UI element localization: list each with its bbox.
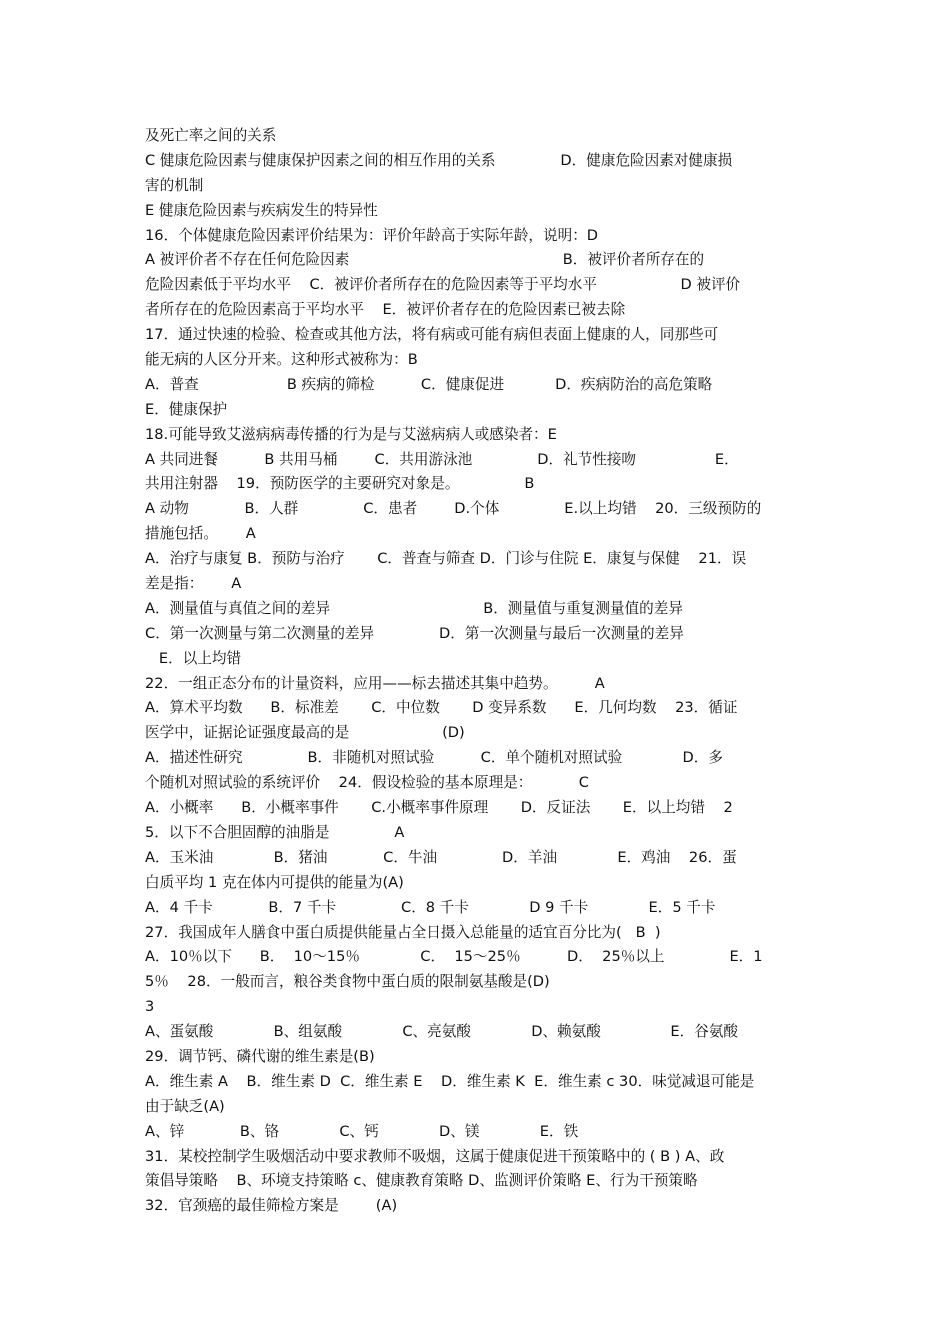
text-line: E 健康危险因素与疾病发生的特异性 bbox=[145, 201, 378, 219]
text-line: 27．我国成年人膳食中蛋白质提供能量占全日摄入总能量的适宜百分比为( B ) bbox=[145, 923, 661, 941]
text-line: A．维生素 A B．维生素 D C．维生素 E D．维生素 K E．维生素 c 30．味觉减退可能是 bbox=[145, 1072, 755, 1090]
text-line: 白质平均 1 克在体内可提供的能量为(A) bbox=[145, 873, 404, 891]
text-line: A 动物 B．人群 C．患者 D.个体 E.以上均错 20．三级预防的 bbox=[145, 500, 762, 518]
text-line: E．以上均错 bbox=[145, 649, 242, 667]
text-line: A．普查 B 疾病的筛检 C．健康促进 D．疾病防治的高危策略 bbox=[145, 375, 713, 393]
text-line: 能无病的人区分开来。这种形式被称为：B bbox=[145, 351, 418, 369]
text-line: A．治疗与康复 B．预防与治疗 C．普查与筛查 D．门诊与住院 E．康复与保健 21．误 bbox=[145, 550, 747, 568]
text-line: C 健康危险因素与健康保护因素之间的相互作用的关系 D．健康危险因素对健康损 bbox=[145, 151, 733, 169]
text-line: A 共同进餐 B 共用马桶 C．共用游泳池 D．礼节性接吻 E． bbox=[145, 450, 739, 468]
text-line: 害的机制 bbox=[145, 176, 204, 194]
text-line: 18.可能导致艾滋病病毒传播的行为是与艾滋病病人或感染者：E bbox=[145, 425, 557, 443]
text-line: C．第一次测量与第二次测量的差异 D．第一次测量与最后一次测量的差异 bbox=[145, 624, 684, 642]
text-line: 者所存在的危险因素高于平均水平 E．被评价者存在的危险因素已被去除 bbox=[145, 301, 626, 319]
text-line: 32．官颈癌的最佳筛检方案是 (A) bbox=[145, 1197, 398, 1215]
text-line: 3 bbox=[145, 998, 155, 1016]
text-line: 差是指： A bbox=[145, 575, 242, 593]
text-line: A．10％以下 B． 10～15％ C． 15～25％ D． 25％以上 E．1 bbox=[145, 948, 763, 966]
text-line: 及死亡率之间的关系 bbox=[145, 127, 277, 144]
text-line: 17．通过快速的检验、检查或其他方法，将有病或可能有病但表面上健康的人，同那些可 bbox=[145, 326, 719, 344]
text-line: A．测量值与真值之间的差异 B．测量值与重复测量值的差异 bbox=[145, 599, 683, 617]
text-line: A．4 千卡 B．7 千卡 C．8 千卡 D 9 千卡 E．5 千卡 bbox=[145, 898, 716, 916]
text-line: 31．某校控制学生吸烟活动中要求教师不吸烟，这属于健康促进干预策略中的 ( B ) A、政 bbox=[145, 1147, 725, 1165]
text-line: A．描述性研究 B．非随机对照试验 C．单个随机对照试验 D．多 bbox=[145, 749, 723, 767]
document-body bbox=[145, 124, 810, 1219]
text-line: 由于缺乏(A) bbox=[145, 1097, 225, 1115]
text-line: 医学中，证据论证强度最高的是 (D) bbox=[145, 724, 465, 742]
text-line: 危险因素低于平均水平 C．被评价者所存在的危险因素等于平均水平 D 被评价 bbox=[145, 276, 741, 294]
text-line: A、蛋氨酸 B、组氨酸 C、亮氨酸 D、赖氨酸 E．谷氨酸 bbox=[145, 1023, 739, 1041]
text-line: 策倡导策略 B、环境支持策略 c、健康教育策略 D、监测评价策略 E、行为干预策略 bbox=[145, 1172, 698, 1190]
text-line: A．小概率 B．小概率事件 C.小概率事件原理 D．反证法 E．以上均错 2 bbox=[145, 799, 733, 817]
text-line: A、锌 B、铬 C、钙 D、镁 E．铁 bbox=[145, 1122, 579, 1140]
text-line: 措施包括。 A bbox=[145, 525, 256, 543]
text-line: 个随机对照试验的系统评价 24．假设检验的基本原理是： C bbox=[145, 774, 589, 792]
text-line: 5．以下不合胆固醇的油脂是 A bbox=[145, 823, 405, 841]
text-line: 共用注射器 19．预防医学的主要研究对象是。 B bbox=[145, 475, 535, 493]
text-line: 5％ 28．一般而言，粮谷类食物中蛋白质的限制氨基酸是(D) bbox=[145, 973, 550, 991]
text-line: 22．一组正态分布的计量资料，应用——标去描述其集中趋势。 A bbox=[145, 674, 605, 692]
text-line: 29．调节钙、磷代谢的维生素是(B) bbox=[145, 1047, 375, 1065]
text-line: 16．个体健康危险因素评价结果为：评价年龄高于实际年龄，说明：D bbox=[145, 226, 599, 244]
text-line: A．算术平均数 B．标准差 C．中位数 D 变异系数 E．几何均数 23．循证 bbox=[145, 699, 738, 717]
text-line: A 被评价者不存在任何危险因素 B．被评价者所存在的 bbox=[145, 251, 705, 269]
text-line: A．玉米油 B．猪油 C．牛油 D．羊油 E．鸡油 26．蛋 bbox=[145, 848, 737, 866]
text-line: E．健康保护 bbox=[145, 400, 228, 418]
